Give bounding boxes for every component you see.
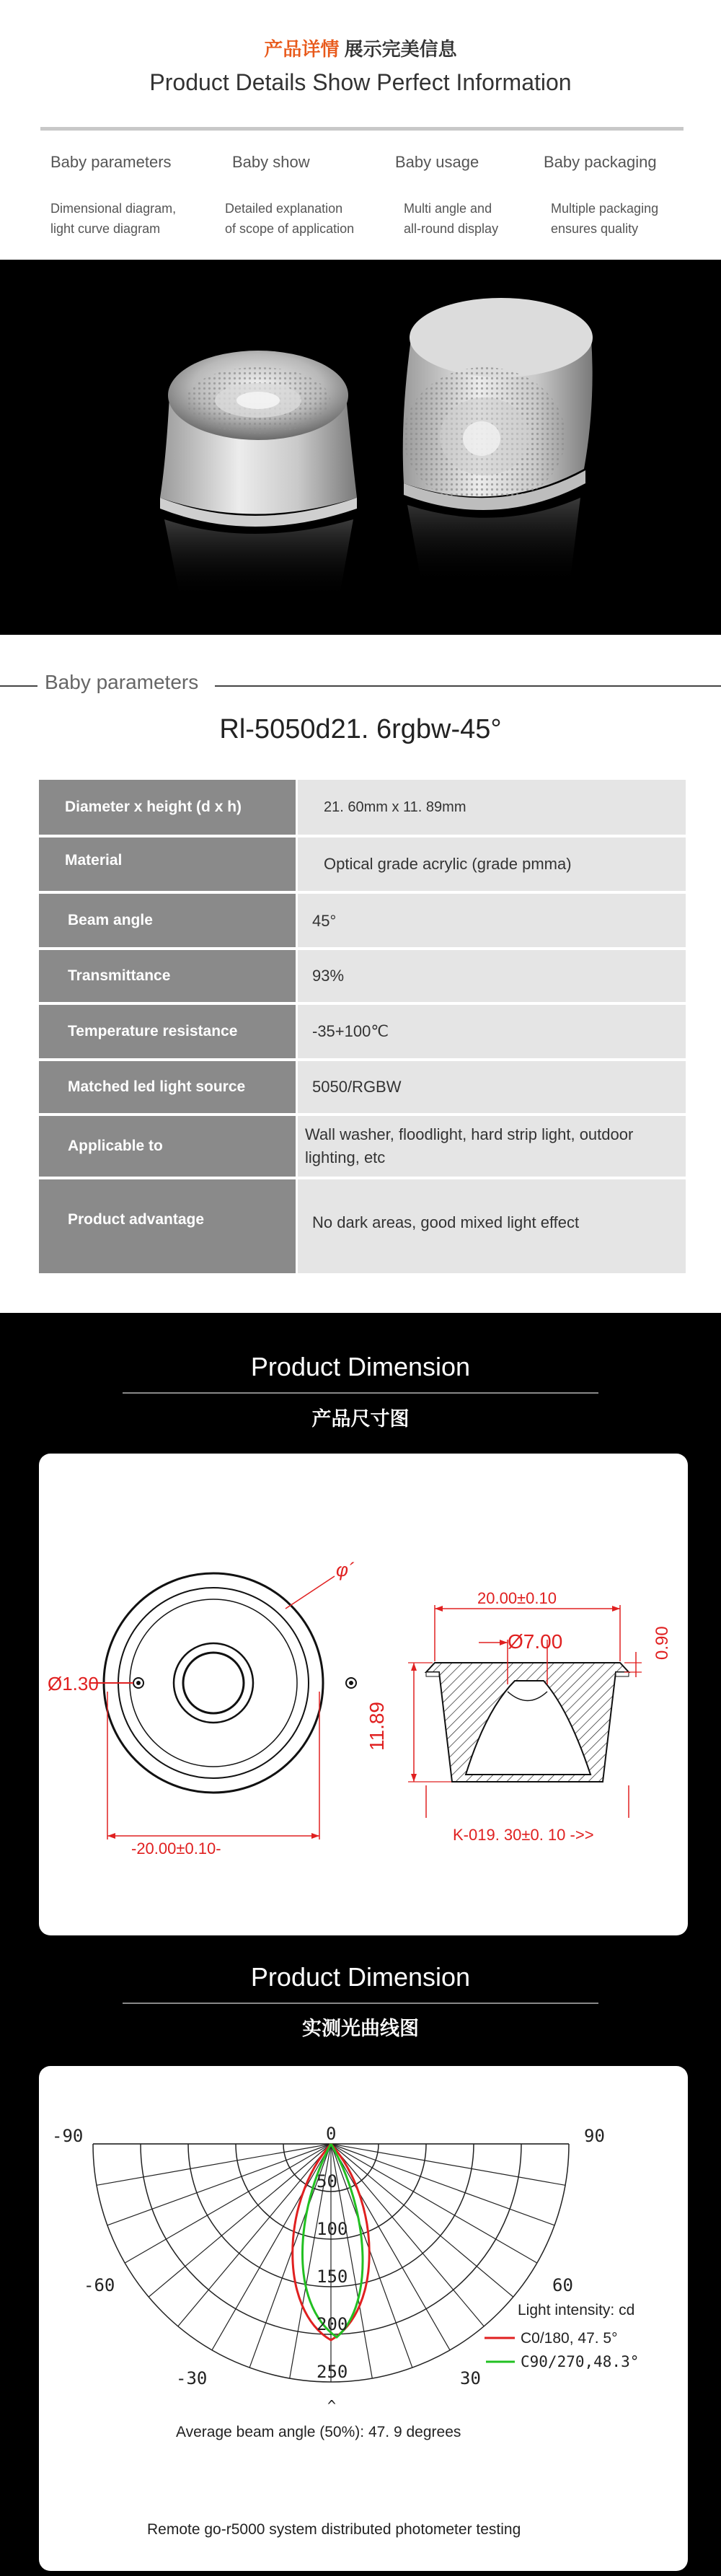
- table-row: [39, 950, 686, 1005]
- legend-title: Light intensity: cd: [518, 2302, 635, 2318]
- param-key: Product advantage: [39, 1179, 296, 1273]
- param-key: Material: [39, 838, 296, 891]
- title-divider: [123, 1392, 598, 1394]
- page-title-en: Product Details Show Perfect Information: [149, 69, 572, 95]
- title-cn-highlight: 产品详情: [264, 38, 340, 60]
- radial-label: 50: [317, 2171, 337, 2192]
- top-view-drawing: [90, 1573, 356, 1839]
- title-divider: [123, 2003, 598, 2004]
- radial-label: 250: [317, 2362, 348, 2382]
- rim-height-label: 0.90: [653, 1626, 672, 1660]
- dimension-title-en: Product Dimension: [250, 1352, 471, 1381]
- param-value: 45°: [298, 894, 686, 947]
- param-key: Applicable to: [39, 1116, 296, 1177]
- tab-desc: Detailed explanation of scope of application: [225, 201, 355, 236]
- model-number: Rl-5050d21. 6rgbw-45°: [219, 714, 502, 744]
- page-title-cn: [0, 35, 721, 61]
- tab-title[interactable]: Baby usage: [395, 153, 479, 171]
- angle-label: 90: [584, 2126, 605, 2146]
- curve-title-cn: 实测光曲线图: [302, 2018, 419, 2039]
- radial-label: 150: [317, 2267, 348, 2287]
- header-divider: [40, 127, 684, 131]
- param-key: Beam angle: [39, 894, 296, 947]
- dimension-drawing-card: [39, 1454, 688, 1935]
- hole-diameter-label: Ø1.30: [48, 1673, 99, 1694]
- angle-label: 60: [552, 2275, 573, 2295]
- table-row: [39, 838, 686, 894]
- param-value: No dark areas, good mixed light effect: [298, 1179, 686, 1273]
- tab-title[interactable]: Baby packaging: [544, 153, 657, 171]
- caret-mark: ^: [327, 2397, 337, 2414]
- radial-label: 100: [317, 2219, 348, 2239]
- param-value: -35+100℃: [298, 1005, 686, 1058]
- param-key: Matched led light source: [39, 1061, 296, 1113]
- curve-title-en: Product Dimension: [250, 1962, 471, 1992]
- angle-label: -90: [52, 2126, 84, 2146]
- height-label: 11.89: [366, 1702, 388, 1751]
- bottom-width-label: -20.00±0.10-: [131, 1839, 221, 1858]
- test-footer: Remote go-r5000 system distributed photometer testing: [147, 2521, 521, 2538]
- tab-title[interactable]: Baby parameters: [50, 153, 172, 171]
- angle-label: 0: [326, 2124, 337, 2144]
- grid-spoke: [331, 2144, 484, 2326]
- table-row: [39, 1116, 686, 1179]
- param-key: Transmittance: [39, 950, 296, 1002]
- param-value: Wall washer, floodlight, hard strip light, outdoor lighting, etc: [298, 1116, 686, 1177]
- angle-label: -60: [84, 2275, 115, 2295]
- dimension-title-cn: 产品尺寸图: [311, 1408, 410, 1430]
- radial-labels: [317, 2171, 348, 2382]
- base-width-label: K-019. 30±0. 10 ->>: [453, 1826, 594, 1844]
- section-title: Baby parameters: [45, 671, 199, 693]
- title-cn-rest: 展示完美信息: [344, 38, 457, 60]
- legend-c0: C0/180, 47. 5°: [521, 2330, 618, 2347]
- table-row: [39, 780, 686, 838]
- table-row: [39, 894, 686, 950]
- angle-label: -30: [176, 2368, 208, 2388]
- tab-desc: Multi angle and all-round display: [404, 201, 499, 236]
- legend-c90: C90/270,48.3°: [521, 2353, 640, 2370]
- param-value: 93%: [298, 950, 686, 1002]
- product-photo: [0, 260, 721, 635]
- table-row: [39, 1061, 686, 1116]
- radial-label: 200: [317, 2314, 348, 2334]
- tab-desc: Multiple packaging ensures quality: [551, 201, 659, 236]
- param-value: 5050/RGBW: [298, 1061, 686, 1113]
- param-key: Diameter x height (d x h): [39, 780, 296, 835]
- beam-average: Average beam angle (50%): 47. 9 degrees: [176, 2424, 461, 2440]
- tab-desc: Dimensional diagram, light curve diagram: [50, 201, 177, 236]
- inner-diameter-label: Ø7.00: [508, 1630, 563, 1653]
- grid-spoke: [178, 2144, 331, 2326]
- phi-label: φ´: [336, 1559, 355, 1581]
- param-key: Temperature resistance: [39, 1005, 296, 1058]
- param-value: 21. 60mm x 11. 89mm: [298, 780, 686, 835]
- light-curve-card: [39, 2066, 688, 2571]
- angle-label: 30: [460, 2368, 481, 2388]
- tab-title[interactable]: Baby show: [232, 153, 310, 171]
- top-width-label: 20.00±0.10: [477, 1589, 557, 1607]
- table-row: [39, 1179, 686, 1273]
- param-value: Optical grade acrylic (grade pmma): [298, 838, 686, 891]
- table-row: [39, 1005, 686, 1061]
